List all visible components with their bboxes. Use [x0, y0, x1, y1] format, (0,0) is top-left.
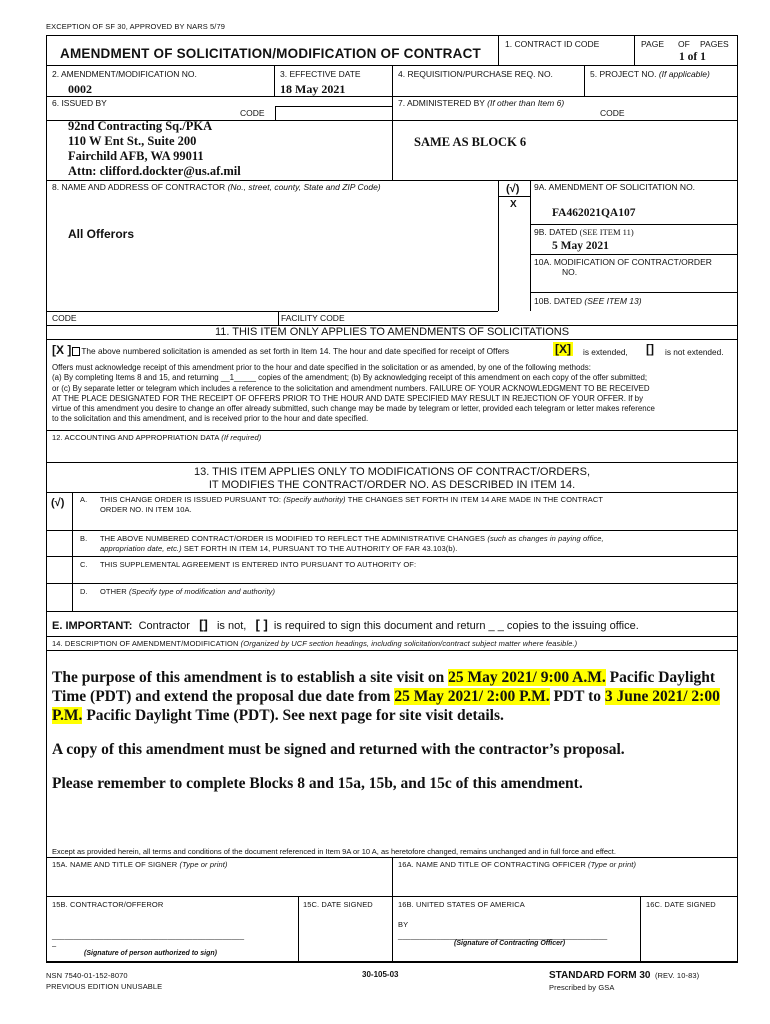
block-15a-label: 15A. NAME AND TITLE OF SIGNER (Type or print) — [52, 860, 228, 869]
form-title: AMENDMENT OF SOLICITATION/MODIFICATION OF CONTRACT — [60, 46, 481, 61]
block-5-label: 5. PROJECT NO. (If applicable) — [590, 69, 710, 79]
required-checkbox[interactable]: [] — [199, 617, 208, 632]
new-due-date: 3 June 2021/ 2:00 — [604, 688, 720, 705]
block-16a-label: 16A. NAME AND TITLE OF CONTRACTING OFFICER (Type or print) — [398, 860, 637, 869]
block-12-label: 12. ACCOUNTING AND APPROPRIATION DATA (If required) — [52, 433, 262, 442]
nsn-info: NSN 7540-01-152-8070 PREVIOUS EDITION UNUSABLE — [46, 971, 163, 991]
old-due-date: 25 May 2021/ 2:00 P.M. — [394, 688, 550, 705]
contractor-signature-line[interactable]: _____________________________________________ — [52, 931, 245, 940]
item-11-line: [X ] The above numbered solicitation is amended as set forth in Item 14. The hour and date specified for receipt of Offers — [52, 343, 510, 357]
block-6-label: 6. ISSUED BY — [52, 98, 107, 108]
block-10b-label: 10B. DATED (SEE ITEM 13) — [534, 296, 642, 306]
block-15b-label: 15B. CONTRACTOR/OFFEROR — [52, 900, 164, 909]
block-6-code-label: CODE — [240, 108, 265, 118]
item-13b-text: THE ABOVE NUMBERED CONTRACT/ORDER IS MODIFIED TO REFLECT THE ADMINISTRATIVE CHANGES (such as changes in paying office, appropriation date, etc.) SET FORTH IN ITEM 14, PURSUANT TO THE AUTHORITY OF FAR 43.103(b). — [100, 534, 604, 553]
frame-left — [46, 35, 47, 962]
block-2-label: 2. AMENDMENT/MODIFICATION NO. — [52, 69, 197, 79]
solicitation-number[interactable]: FA462021QA107 — [552, 207, 636, 219]
block-8-label: 8. NAME AND ADDRESS OF CONTRACTOR (No., street, county, State and ZIP Code) — [52, 182, 381, 192]
amendment-number[interactable]: 0002 — [68, 82, 92, 96]
block-16b-label: 16B. UNITED STATES OF AMERICA — [398, 900, 525, 909]
block-9a-label: 9A. AMENDMENT OF SOLICITATION NO. — [534, 182, 696, 192]
contractor-signature-caption: (Signature of person authorized to sign) — [84, 950, 217, 957]
block-3-label: 3. EFFECTIVE DATE — [280, 69, 361, 79]
item-11-title: 11. THIS ITEM ONLY APPLIES TO AMENDMENTS OF SOLICITATIONS — [214, 326, 570, 338]
important-notice: E. IMPORTANT: Contractor [] is not, [ ] is required to sign this document and return _ _ copies to the issuing office. — [52, 617, 639, 632]
page-count: 1 of 1 — [679, 51, 706, 63]
item-11-instructions: Offers must acknowledge receipt of this amendment prior to the hour and date specified in the solicitation or as amended, by one of the following methods: (a) By completing Items 8 and 15, and returning __1_____ copies of the amendment; (b) By acknowledging receipt of this amendment on each copy of the offer submitted; or (c) By separate letter or telegram which includes a reference to the solicitation and amendment numbers. FAILURE OF YOUR ACKNOWLEDGMENT TO BE RECEIVED AT THE PLACE DESIGNATED FOR THE RECEIPT OF OFFERS PRIOR TO THE HOUR AND DATE SPECIFIED MAY RESULT IN REJECTION OF YOUR OFFER. If by virtue of this amendment you desire to change an offer already submitted, such change may be made by telegram or letter, provided each telegram or letter makes reference to the solicitation and this amendment, and is received prior to the hour and date specified. — [52, 363, 655, 424]
item-13c-text: THIS SUPPLEMENTAL AGREEMENT IS ENTERED INTO PURSUANT TO AUTHORITY OF: — [100, 560, 417, 569]
amendment-purpose: The purpose of this amendment is to establish a site visit on 25 May 2021/ 9:00 A.M. Pacific Daylight Time (PDT) and extend the proposal due date from 25 May 2021/ 2:00 P.M. PDT to 3 June 2021/ 2:00 P.M. Pacific Daylight Time (PDT). See next page for site visit details. — [52, 669, 720, 724]
completion-reminder: Please remember to complete Blocks 8 and 15a, 15b, and 15c of this amendment. — [52, 775, 583, 792]
administered-by-value: SAME AS BLOCK 6 — [414, 135, 527, 149]
form-number: 30-105-03 — [362, 970, 399, 979]
contractor-code-label: CODE — [52, 313, 77, 323]
block-10a-label: 10A. MODIFICATION OF CONTRACT/ORDER NO. — [534, 257, 712, 277]
not-required-checkbox[interactable]: [ ] — [255, 617, 268, 632]
effective-date[interactable]: 18 May 2021 — [280, 82, 346, 96]
block-9b-label: 9B. DATED (SEE ITEM 11) — [534, 227, 634, 237]
facility-code-label: FACILITY CODE — [281, 313, 345, 323]
site-visit-date: 25 May 2021/ 9:00 A.M. — [448, 669, 606, 686]
block-4-label: 4. REQUISITION/PURCHASE REQ. NO. — [398, 69, 553, 79]
signature-requirement: A copy of this amendment must be signed and returned with the contractor’s proposal. — [52, 741, 625, 758]
amended-checkbox[interactable]: [X ] — [52, 343, 72, 357]
issued-by-address: 92nd Contracting Sq./PKA 110 W Ent St., Suite 200 Fairchild AFB, WA 99011 Attn: clifford.dockter@us.af.mil — [68, 119, 241, 178]
exception-note: EXCEPTION OF SF 30, APPROVED BY NARS 5/79 — [46, 22, 226, 31]
terms-statement: Except as provided herein, all terms and conditions of the document referenced in Item 9A or 10 A, as heretofore changed, remains unchanged and in full force and effect. — [52, 847, 616, 856]
block-15c-label: 15C. DATE SIGNED — [303, 900, 373, 909]
co-signature-caption: (Signature of Contracting Officer) — [454, 940, 566, 947]
standard-form-info: STANDARD FORM 30 (REV. 10-83) Prescribed by GSA — [549, 970, 700, 992]
frame-right — [737, 35, 738, 962]
contact-email: Attn: clifford.dockter@us.af.mil — [68, 164, 241, 178]
block-14-label: 14. DESCRIPTION OF AMENDMENT/MODIFICATION (Organized by UCF section headings, including solicitation/contract subject matter where feasible.) — [52, 639, 578, 648]
item-13-check-header: (√) — [51, 497, 65, 509]
contractor-name[interactable]: All Offerors — [68, 227, 135, 241]
item-13a-text: THIS CHANGE ORDER IS ISSUED PURSUANT TO: (Specify authority) THE CHANGES SET FORTH IN ITEM 14 ARE MADE IN THE CONTRACT ORDER NO. IN ITEM 10A. — [100, 495, 604, 514]
co-signature-line[interactable]: _________________________________________________ — [398, 931, 608, 940]
item-13d-text: OTHER (Specify type of modification and authority) — [100, 587, 276, 596]
solicitation-date[interactable]: 5 May 2021 — [552, 240, 609, 252]
block-7-code-label: CODE — [600, 108, 625, 118]
block-7-label: 7. ADMINISTERED BY (If other than Item 6) — [398, 98, 565, 108]
item-13-title: 13. THIS ITEM APPLIES ONLY TO MODIFICATIONS OF CONTRACT/ORDERS, IT MODIFIES THE CONTRACT/ORDER NO. AS DESCRIBED IN ITEM 14. — [193, 466, 591, 491]
extended-checkbox[interactable]: [X] — [555, 342, 571, 356]
empty-checkbox[interactable] — [72, 347, 80, 356]
not-extended-checkbox[interactable]: [] — [646, 342, 654, 356]
checkmark-header: (√) — [506, 183, 520, 195]
block-1-label: 1. CONTRACT ID CODE — [505, 39, 600, 49]
block-16c-label: 16C. DATE SIGNED — [646, 900, 716, 909]
block-9-check[interactable]: X — [510, 199, 517, 210]
